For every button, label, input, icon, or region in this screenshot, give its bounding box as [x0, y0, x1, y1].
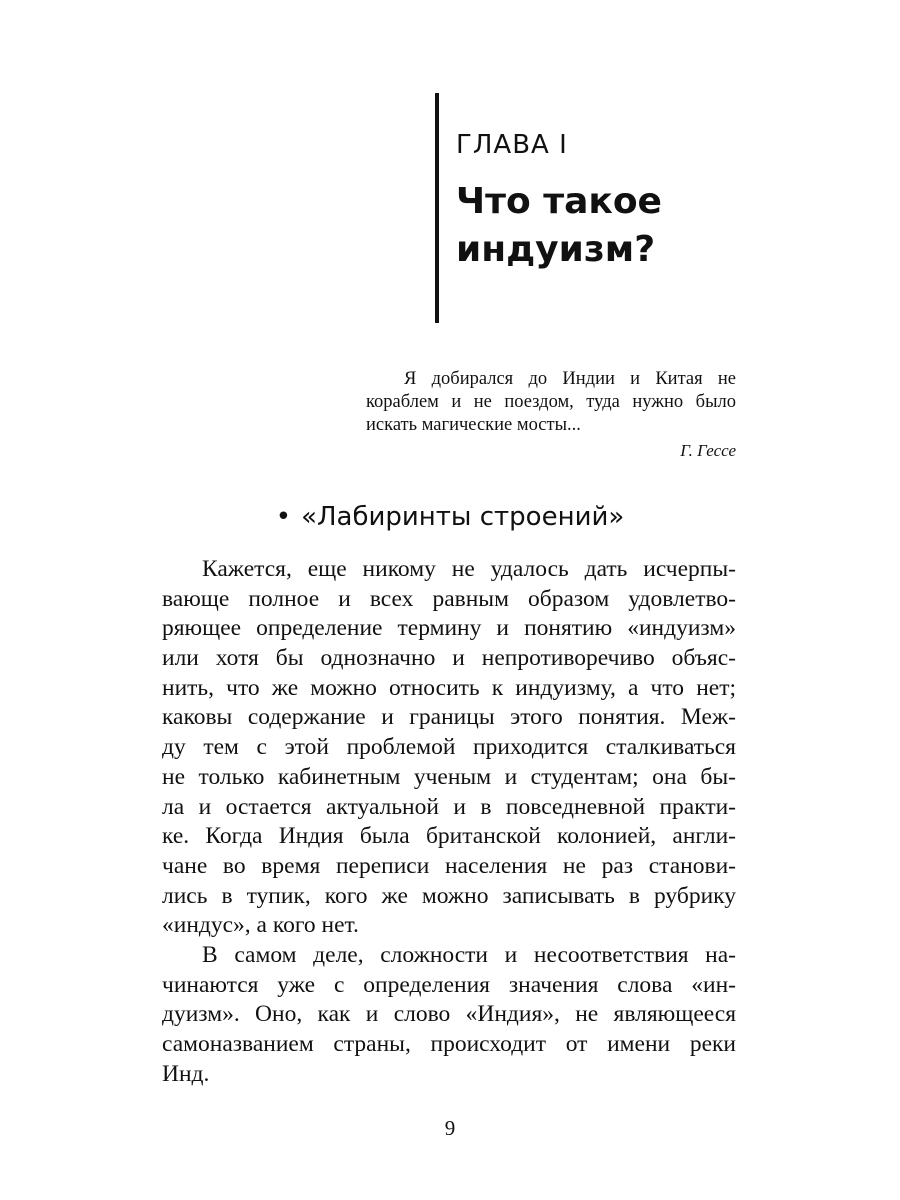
paragraph-1-line: ряющее определение термину и понятию «индуизм»	[162, 615, 736, 642]
paragraph-1-line: «индус», а кого нет.	[162, 912, 359, 939]
bullet-icon: •	[275, 502, 292, 532]
section-heading	[0, 502, 900, 532]
paragraph-1-line: ке. Когда Индия была британской колонией, англи-	[162, 823, 736, 850]
epigraph-line: Я добирался до Индии и Китая не	[404, 369, 736, 389]
paragraph-2-line: самоназванием страны, происходит от имени реки	[162, 1031, 736, 1057]
paragraph-1-line: ду тем с этой проблемой приходится сталкиваться	[162, 734, 736, 761]
section-heading-text: «Лабиринты строений»	[301, 502, 625, 532]
epigraph-author: Г. Гессе	[680, 441, 736, 460]
epigraph-line: искать магические мосты...	[366, 415, 581, 435]
paragraph-2-line: Инд.	[162, 1060, 210, 1087]
paragraph-1-line: лись в тупик, кого же можно записывать в рубрику	[162, 882, 736, 909]
chapter-label: ГЛАВА I	[456, 130, 568, 160]
paragraph-1-line: каковы содержание и границы этого понятия. Меж-	[162, 704, 736, 731]
chapter-title-line-2: индуизм?	[456, 229, 656, 270]
epigraph-line: кораблем и не поездом, туда нужно было	[366, 392, 736, 412]
paragraph-1-line: или хотя бы однозначно и непротиворечиво объяс-	[162, 645, 736, 672]
paragraph-1-line: вающе полное и всех равным образом удовлетво-	[162, 585, 736, 612]
paragraph-2-line: В самом деле, сложности и несоответствия на-	[202, 941, 736, 968]
paragraph-1-line: чане во время переписи населения не раз станови-	[162, 852, 736, 879]
chapter-divider-line	[435, 93, 439, 323]
paragraph-2-line: дуизм». Оно, как и слово «Индия», не являющееся	[162, 1001, 736, 1028]
paragraph-1-line: не только кабинетным ученым и студентам; она бы-	[162, 763, 736, 790]
chapter-title	[456, 178, 756, 274]
paragraph-1-line: нить, что же можно относить к индуизму, а что нет;	[162, 674, 736, 701]
chapter-title-line-1: Что такое	[456, 181, 662, 222]
body-text	[162, 555, 736, 1089]
page-number: 9	[444, 1116, 456, 1140]
paragraph-2-line: чинаются уже с определения значения слова «ин-	[162, 971, 736, 998]
paragraph-1-line: ла и остается актуальной и в повседневной практи-	[162, 793, 736, 820]
paragraph-1-line: Кажется, еще никому не удалось дать исчерпы-	[202, 556, 736, 582]
epigraph	[366, 368, 736, 462]
